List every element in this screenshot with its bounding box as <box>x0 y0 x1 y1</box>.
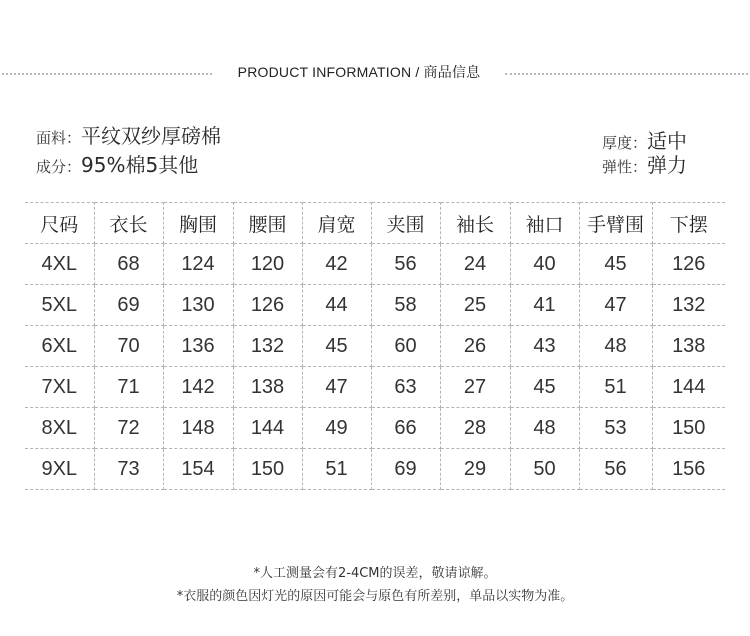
composition-row <box>36 149 198 178</box>
thickness-value: 适中 <box>647 129 688 153</box>
table-cell: 25 <box>440 285 510 326</box>
table-cell: 144 <box>652 367 725 408</box>
table-cell: 150 <box>652 408 725 449</box>
table-cell: 130 <box>163 285 233 326</box>
table-cell: 40 <box>510 244 579 285</box>
table-cell: 29 <box>440 449 510 490</box>
table-row <box>25 367 725 408</box>
table-cell: 45 <box>302 326 371 367</box>
table-header-row <box>25 203 725 244</box>
table-cell: 68 <box>94 244 163 285</box>
column-header: 下摆 <box>652 203 725 244</box>
column-header: 手臂围 <box>579 203 652 244</box>
table-cell: 154 <box>163 449 233 490</box>
table-cell: 72 <box>94 408 163 449</box>
table-cell: 47 <box>579 285 652 326</box>
table-cell: 41 <box>510 285 579 326</box>
composition-value: 95%棉5其他 <box>81 153 199 177</box>
dotted-divider-left <box>2 73 212 75</box>
table-cell: 28 <box>440 408 510 449</box>
table-row <box>25 408 725 449</box>
table-cell: 8XL <box>25 408 94 449</box>
table-cell: 47 <box>302 367 371 408</box>
table-cell: 51 <box>579 367 652 408</box>
table-cell: 138 <box>652 326 725 367</box>
table-cell: 150 <box>233 449 302 490</box>
table-row <box>25 326 725 367</box>
fabric-value: 平纹双纱厚磅棉 <box>81 124 222 148</box>
table-cell: 132 <box>233 326 302 367</box>
table-row <box>25 449 725 490</box>
fabric-row <box>36 120 221 149</box>
table-cell: 156 <box>652 449 725 490</box>
table-cell: 26 <box>440 326 510 367</box>
table-cell: 136 <box>163 326 233 367</box>
elasticity-label: 弹性： <box>602 158 648 176</box>
composition-label: 成分： <box>36 158 82 176</box>
table-cell: 70 <box>94 326 163 367</box>
table-cell: 48 <box>510 408 579 449</box>
column-header: 肩宽 <box>302 203 371 244</box>
table-cell: 44 <box>302 285 371 326</box>
table-row <box>25 244 725 285</box>
table-cell: 48 <box>579 326 652 367</box>
table-cell: 45 <box>510 367 579 408</box>
section-header <box>0 60 750 84</box>
table-cell: 60 <box>371 326 440 367</box>
table-cell: 58 <box>371 285 440 326</box>
fabric-label: 面料： <box>36 129 82 147</box>
elasticity-value: 弹力 <box>647 153 688 177</box>
table-cell: 63 <box>371 367 440 408</box>
table-cell: 53 <box>579 408 652 449</box>
table-cell: 7XL <box>25 367 94 408</box>
table-cell: 148 <box>163 408 233 449</box>
measurement-note: *人工测量会有2-4CM的误差，敬请谅解。 <box>253 566 497 581</box>
table-cell: 56 <box>579 449 652 490</box>
table-cell: 144 <box>233 408 302 449</box>
table-cell: 27 <box>440 367 510 408</box>
thickness-label: 厚度： <box>602 134 648 152</box>
section-title: PRODUCT INFORMATION / 商品信息 <box>237 64 481 80</box>
table-cell: 51 <box>302 449 371 490</box>
color-note: *衣服的颜色因灯光的原因可能会与原色有所差别，单品以实物为准。 <box>176 589 574 604</box>
table-cell: 50 <box>510 449 579 490</box>
table-cell: 142 <box>163 367 233 408</box>
table-cell: 69 <box>94 285 163 326</box>
table-cell: 6XL <box>25 326 94 367</box>
table-cell: 43 <box>510 326 579 367</box>
table-cell: 9XL <box>25 449 94 490</box>
column-header: 袖长 <box>440 203 510 244</box>
table-cell: 42 <box>302 244 371 285</box>
table-cell: 5XL <box>25 285 94 326</box>
table-row <box>25 285 725 326</box>
column-header: 夹围 <box>371 203 440 244</box>
table-cell: 124 <box>163 244 233 285</box>
table-cell: 69 <box>371 449 440 490</box>
dotted-divider-right <box>505 73 748 75</box>
column-header: 胸围 <box>163 203 233 244</box>
table-cell: 126 <box>652 244 725 285</box>
table-cell: 24 <box>440 244 510 285</box>
table-cell: 73 <box>94 449 163 490</box>
column-header: 袖口 <box>510 203 579 244</box>
column-header: 尺码 <box>25 203 94 244</box>
table-cell: 4XL <box>25 244 94 285</box>
elasticity-row <box>602 149 687 178</box>
table-cell: 45 <box>579 244 652 285</box>
column-header: 衣长 <box>94 203 163 244</box>
table-cell: 56 <box>371 244 440 285</box>
table-cell: 120 <box>233 244 302 285</box>
column-header: 腰围 <box>233 203 302 244</box>
table-cell: 126 <box>233 285 302 326</box>
table-cell: 49 <box>302 408 371 449</box>
table-cell: 132 <box>652 285 725 326</box>
table-cell: 71 <box>94 367 163 408</box>
table-cell: 66 <box>371 408 440 449</box>
table-cell: 138 <box>233 367 302 408</box>
size-table <box>25 202 725 490</box>
